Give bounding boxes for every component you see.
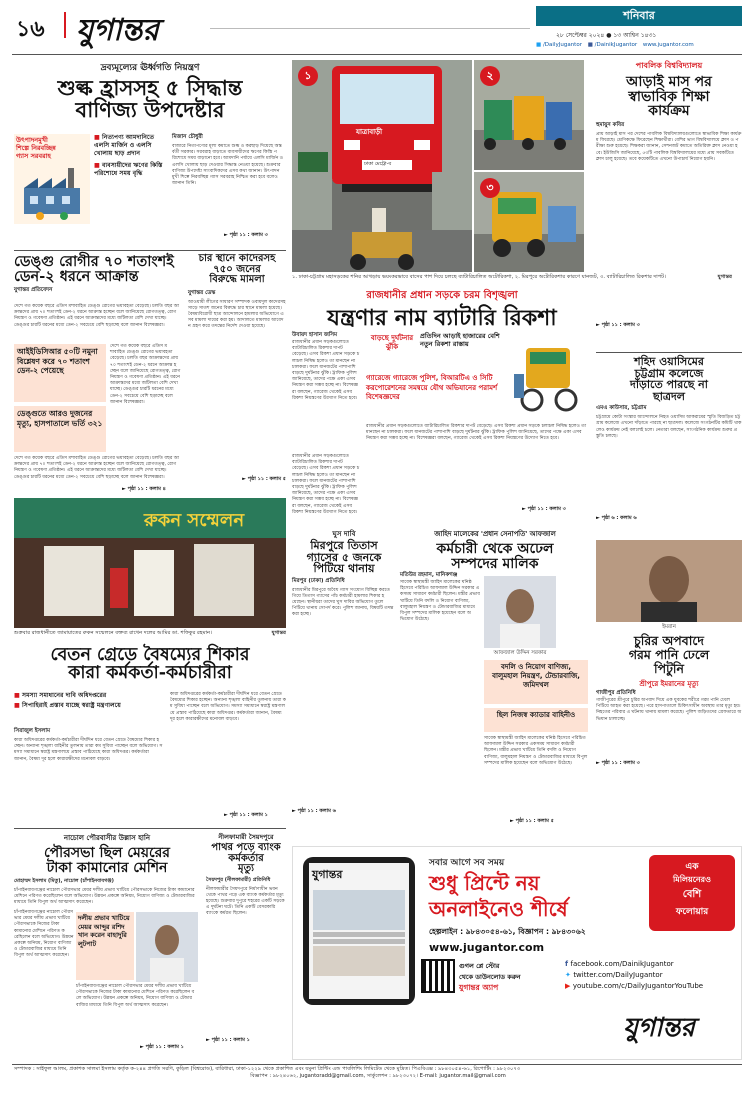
photo-2-rickshaws [474, 60, 584, 170]
masthead-rule [210, 28, 530, 29]
byline: যুগান্তর ডেস্ক [188, 289, 216, 296]
headline-line-1: মিরপুরে তিতাস [310, 539, 378, 552]
infobox-title: প্রতিদিন আড়াই হাজারের বেশি নতুন রিকশা রাস্তায় [420, 332, 500, 348]
kicker: ঘুস দাবি [332, 530, 356, 538]
byline: মতিউর রহমান, মানিকগঞ্জ [400, 572, 458, 578]
portrait-illustration [136, 912, 198, 982]
box-text: আইইডিসিআর ৫০টি নমুনা বিশ্লেষণ করে ৭০ শতাংশ ডেন-২ পেয়েছে [17, 347, 98, 375]
headline-line-1: চার স্থানে কাদেরসহ [198, 253, 276, 264]
body-text-col2: সাবেক স্বাস্থ্যমন্ত্রী জাহিদ মালেকের ঘনিষ্ঠ হিসেবে পরিচিত আফজাল উদ্দিন সরকার একসময় সাধারণ কর্মচারী ছিলেন। মন্ত্রীর প্রভাব খাটিয়ে তিনি বদলি ও নিয়োগ বাণিজ্য, বালুমহাল নিয়ন্ত্রণ ও টেন্ডারবাজির মাধ্যমে বিপুল সম্পদের মালিক হয়েছেন বলে অভিযোগ উঠেছে। [484, 736, 588, 766]
byline: মিজান চৌধুরী [172, 134, 203, 140]
byline: যুগান্তর প্রতিবেদন [14, 287, 53, 294]
body-text-col3: দেশে গত কয়েক বছরে এডিস মশাবাহিত ডেঙ্গু রোগের ভয়াবহতা বেড়েছে। চলতি বছর আক্রান্তদের প্রায় ৭০ শতাংশই ডেন-২ ধরনে আক্রান্ত হচ্ছেন বলে জানিয়েছে রোগতত্ত্ব, রোগনিয়ন্ত্রণ ও গবেষণা প্রতিষ্ঠান। এই ধরনে আক্রান্তদের মধ্যে জটিলতা বেশি দেখা যাচ্ছে। ডেঙ্গুর চারটি ধরনের মধ্যে ডেন-২ সবচেয়ে বেশি ছড়াচ্ছে বলে জানান বিশেষজ্ঞরা। [14, 456, 180, 480]
advertisement [292, 846, 742, 1060]
byline: সৈয়দপুর (নীলফামারী) প্রতিনিধি [206, 876, 271, 883]
graphic-label: উৎপাদনমুখী শিল্পে নিরবচ্ছিন্ন গ্যাস সরবরাহ [16, 136, 56, 160]
phone-screen-line [313, 932, 405, 937]
headline-line-2: গ্যাসের ৫ জনকে [306, 550, 382, 564]
headline: যন্ত্রণার নাম ব্যাটারি রিকশা [327, 305, 557, 331]
body-text: রাজধানীর প্রধান সড়কগুলোতে ব্যাটারিচালিত রিকশার দাপট বেড়েছে। এসব রিকশা প্রধান সড়কে চলাচল নিষিদ্ধ হলেও তা মানছেন না চালকরা। ফলে যানজটের পাশাপাশি বাড়ছে দুর্ঘটনার ঝুঁকি। ট্রাফিক পুলিশ জানিয়েছে, তাদের পক্ষে একা এসব নিয়ন্ত্রণ করা সম্ভব হচ্ছে না। বিশেষজ্ঞরা বলছেন, গ্যারেজ থেকেই এসব রিকশা নিয়ন্ত্রণের উদ্যোগ নিতে হবে। [292, 340, 360, 401]
photo-1-rickshaw-lower [292, 172, 472, 272]
body-text-col2: দেশে গত কয়েক বছরে এডিস মশাবাহিত ডেঙ্গু রোগের ভয়াবহতা বেড়েছে। চলতি বছর আক্রান্তদের প্রায় ৭০ শতাংশই ডেন-২ ধরনে আক্রান্ত হচ্ছেন বলে জানিয়েছে রোগতত্ত্ব, রোগনিয়ন্ত্রণ ও গবেষণা প্রতিষ্ঠান। এই ধরনে আক্রান্তদের মধ্যে জটিলতা বেশি দেখা যাচ্ছে। ডেঙ্গুর চারটি ধরনের মধ্যে ডেন-২ সবচেয়ে বেশি ছড়াচ্ছে বলে জানান বিশেষজ্ঞরা। [110, 344, 181, 405]
story-wasim [596, 356, 742, 536]
infobox-daily-new [420, 332, 506, 368]
story-jahid-malek [400, 528, 590, 844]
body-text-col2: কারা অধিদপ্তরের কর্মকর্তা-কর্মচারীরা দীর্ঘদিন ধরে বেতন গ্রেডে বৈষম্যের শিকার হচ্ছেন। অন্যান্য শৃঙ্খলা বাহিনীর তুলনায় তারা কম সুবিধা পাচ্ছেন বলে অভিযোগ। সমস্যা সমাধানে স্বরাষ্ট্র মন্ত্রণালয়ে প্রস্তাব পাঠিয়েছে কারা অধিদপ্তর। কর্মকর্তারা জানান, বৈষম্য দূর হলে কারারক্ষীদের মনোবল বাড়বে। [170, 692, 286, 722]
rally-caption: শুক্রবার রাজধানীতে জামায়াতের রুকন সম্মেলনে বক্তব্য রাখেন দলের আমির ডা. শফিকুর রহমান। যুগান্তর [14, 630, 286, 636]
app-download-text [459, 961, 559, 995]
footer-rule [12, 1064, 742, 1065]
body-text-col3: চাঁপাইনবাবগঞ্জের নাচোল পৌরসভার মেয়র দলীয় প্রভাব খাটিয়ে পৌরসভাকে নিজের টাকা কামানোর মেশিনে পরিণত করেছিলেন বলে অভিযোগ। উন্নয়ন প্রকল্পে অনিয়ম, নিয়োগ বাণিজ্য ও টেন্ডারবাজির মাধ্যমে তিনি বিপুল অর্থ আত্মসাৎ করেছেন। [76, 984, 195, 1008]
body-text: নীলফামারীর সৈয়দপুরে নির্মাণাধীন ভবন থেকে পাথর পড়ে এক ব্যাংক কর্মকর্তার মৃত্যু হয়েছে। শুক্রবার দুপুরে শহরের একটি সড়কে এ দুর্ঘটনা ঘটে। তিনি একটি বেসরকারি ব্যাংকে কর্মরত ছিলেন। [206, 886, 285, 917]
headline-line-3: পিটিয়ে থানায় [313, 562, 375, 576]
headline-line-1: আড়াই মাস পর [626, 74, 712, 90]
phone-screen [309, 863, 409, 999]
box-text: ডেঙ্গুতে আরও দুজনের মৃত্যু, হাসপাতালে ভর্তি ৩২১ [17, 409, 103, 428]
continued-ref: ► পৃষ্ঠা ১১ : কলাম ৩ [596, 322, 640, 329]
box-text: ছিল নিজস্ব ক্যাডার বাহিনীও [496, 711, 576, 719]
masthead-divider [64, 12, 66, 38]
body-text-col2: রাজধানীর প্রধান সড়কগুলোতে ব্যাটারিচালিত রিকশার দাপট বেড়েছে। এসব রিকশা প্রধান সড়কে চলাচল নিষিদ্ধ হলেও তা মানছেন না চালকরা। ফলে যানজটের পাশাপাশি বাড়ছে দুর্ঘটনার ঝুঁকি। ট্রাফিক পুলিশ জানিয়েছে, তাদের পক্ষে একা এসব নিয়ন্ত্রণ করা সম্ভব হচ্ছে না। বিশেষজ্ঞরা বলছেন, গ্যারেজ থেকেই এসব রিকশা নিয়ন্ত্রণের উদ্যোগ নিতে হবে। [366, 424, 587, 442]
body-text: আওয়ামী লীগের সাধারণ সম্পাদক ওবায়দুল কাদেরসহ সাড়ে সাতশ জনের বিরুদ্ধে চার স্থানে মামলা হয়েছে। বৈষম্যবিরোধী ছাত্র আন্দোলনে হামলার অভিযোগে এসব মামলা দায়ের করা হয়। আদালতে মামলার আবেদন গ্রহণ করে তদন্তের নির্দেশ দেওয়া হয়েছে। [188, 299, 286, 330]
portrait-photo [484, 576, 556, 648]
portrait-photo [596, 540, 742, 622]
photo-credit: যুগান্তর [271, 630, 286, 636]
continued-ref: ► পৃষ্ঠা ১১ : কলাম ১ [206, 1036, 250, 1043]
ad-logo: যুগান্তর [623, 1013, 695, 1043]
headline-line-1: শুল্ক হ্রাসসহ ৫ সিদ্ধান্ত [57, 75, 243, 100]
body-text-col2: চাঁপাইনবাবগঞ্জের নাচোল পৌরসভার মেয়র দলীয় প্রভাব খাটিয়ে পৌরসভাকে নিজের টাকা কামানোর মেশিনে পরিণত করেছিলেন বলে অভিযোগ। উন্নয়ন প্রকল্পে অনিয়ম, নিয়োগ বাণিজ্য ও টেন্ডারবাজির মাধ্যমে তিনি বিপুল অর্থ আত্মসাৎ করেছেন। [14, 910, 74, 959]
ad-badge [649, 855, 735, 931]
story-theft [596, 540, 742, 866]
byline: হুমায়ুন কবির [596, 122, 625, 129]
body-text: প্রায় আড়াই মাস পর দেশের পাবলিক বিশ্ববিদ্যালয়গুলোতে স্বাভাবিক শিক্ষা কার্যক্রম ফিরেছে। শ্রেণিকক্ষে ফিরেছেন শিক্ষার্থীরা। বেশির ভাগ বিশ্ববিদ্যালয়ে ক্লাস ও পরীক্ষা শুরু হয়েছে। শিক্ষকরা জানান, সেশনজট কমাতে অতিরিক্ত ক্লাস নেওয়া হবে। ইউজিসি জানিয়েছে, ৫৩টি পাবলিক বিশ্ববিদ্যালয়ের মধ্যে প্রায় সবকটিতে ক্লাস চালু হয়েছে। তবে কয়েকটিতে এখনো উপাচার্য নিয়োগ হয়নি। [596, 132, 742, 162]
qr-code-icon [421, 959, 455, 993]
social-handle-2: /DainikJugantor [594, 42, 638, 48]
headline-line-1: পৌরসভা ছিল মেয়রের [43, 845, 171, 861]
portrait-photo [136, 912, 198, 982]
byline: গাজীপুর প্রতিনিধি [596, 690, 636, 696]
continued-ref: ► পৃষ্ঠা ১১ : কলাম ৩ [522, 506, 566, 512]
weekday-banner [536, 6, 742, 26]
quote-box [76, 912, 134, 980]
photo-number: ২ [480, 66, 500, 86]
social-row-facebook[interactable]: f facebook.com/DainikJugantor [565, 960, 674, 968]
continued-ref: ► পৃষ্ঠা ১১ : কলাম ৩ [224, 232, 268, 238]
byline: সিরাজুল ইসলাম [14, 728, 51, 734]
kicker: পাবলিক বিশ্ববিদ্যালয় [635, 61, 703, 70]
body-text: গাজীপুরের শ্রীপুরে চুরির অপবাদ দিয়ে এক যুবকের শরীরে গরম পানি ঢেলে পিটিয়ে আহত করা হয়েছে। পরে হাসপাতালে চিকিৎসাধীন অবস্থায় তার মৃত্যু হয়। নিহতের পরিবার এ ঘটনায় থানায় মামলা করেছে। পুলিশ জড়িতদের গ্রেফতারে অভিযান চালাচ্ছে। [596, 698, 742, 722]
photo-3-battery-rickshaw [474, 172, 584, 272]
portrait-illustration [484, 576, 556, 648]
bullet-list [94, 134, 166, 178]
page-number: ১৬ [16, 16, 45, 42]
headline-line-2: কারা কর্মকর্তা-কর্মচারীরা [68, 663, 232, 684]
youtube-icon: ▶ [565, 982, 573, 990]
phone-mockup [303, 857, 415, 1005]
body-text: বাজারে নিত্যপণ্যের মূল্য কমাতে শুল্ক ও করছাড় দিয়েছে অন্তর্বর্তী সরকার। সরবরাহ বাড়াতে ব্যবসায়ীদের ঋণের কিস্তি পরিশোধে সময় বাড়ানো হবে। আমদানি পর্যায়ে এলসি মার্জিন ও এলসি খোলায় ছাড় দেওয়ার সিদ্ধান্ত নেওয়া হয়েছে। শুক্রবার বাণিজ্য উপদেষ্টা সাংবাদিকদের এসব কথা জানান। উৎপাদনমুখী শিল্পে নিরবচ্ছিন্ন গ্যাস সরবরাহ নিশ্চিত করা হবে বলেও জানান তিনি। [172, 144, 284, 187]
ad-headline-1: শুধু প্রিন্টে নয় [429, 871, 540, 895]
story-dengue [14, 254, 182, 496]
bullet-item: ■ নিত্যপণ্য আমদানিতে এলসি মার্জিন ও এলসি খোলায় ছাড় প্রদান [94, 134, 166, 158]
byline: এমএ কাউসার, চট্টগ্রাম [596, 405, 647, 412]
headline-line-1: কর্মচারী থেকে অঢেল [436, 541, 554, 557]
headline-line-2: টাকা কামানোর মেশিন [46, 859, 168, 876]
continued-ref: ► পৃষ্ঠা ১১ : কলাম ৩ [596, 760, 640, 766]
story-municipality [14, 832, 200, 1060]
jahid-box-1 [484, 660, 588, 704]
story-pay-grade [14, 646, 286, 824]
headline-line-3: মৃত্যু [238, 863, 254, 874]
rule [14, 828, 286, 829]
body-text: চট্টগ্রামে কোটা সংস্কার আন্দোলনে নিহত ওয়াসিম আকরামের স্মৃতি বিজড়িত চট্টগ্রাম কলেজে এখনো দাঁড়াতে পারছে না ছাত্রদল। কলেজে সংগঠনটির কমিটি থাকলেও কার্যক্রম নেই বললেই চলে। নেতারা বলছেন, সাংগঠনিক কার্যক্রম শুরুর প্রস্তুতি চলছে। [596, 415, 742, 439]
bullet-item: ■ সিপাহিরাই প্রস্তাব যাচ্ছে স্বরাষ্ট্র মন্ত্রণালয়ে [14, 702, 164, 710]
photo-credit: যুগান্তর [717, 274, 732, 280]
headline-line-3: পিটুনি [654, 661, 684, 676]
body-text: সাবেক স্বাস্থ্যমন্ত্রী জাহিদ মালেকের ঘনিষ্ঠ হিসেবে পরিচিত আফজাল উদ্দিন সরকার একসময় সাধারণ কর্মচারী ছিলেন। মন্ত্রীর প্রভাব খাটিয়ে তিনি বদলি ও নিয়োগ বাণিজ্য, বালুমহাল নিয়ন্ত্রণ ও টেন্ডারবাজির মাধ্যমে বিপুল সম্পদের মালিক হয়েছেন বলে অভিযোগ উঠেছে। [400, 580, 480, 623]
story-battery-rickshaw [292, 288, 592, 524]
phone-screen-line [313, 939, 405, 944]
byline: মোহাম্মদ ইসলাম (মিতু), নাচোল (চাঁপাইনবাবগঞ্জ) [14, 878, 114, 885]
headline-line-2: স্বাভাবিক শিক্ষা [628, 88, 710, 105]
bus-plate: ঢাকা মেট্রো-ব [364, 161, 392, 167]
twitter-icon: ■ [536, 42, 542, 48]
story-commerce [14, 60, 286, 246]
story-bank-officer-content [206, 832, 286, 1060]
weekday: শনিবার [623, 9, 655, 22]
continued-ref: ► পৃষ্ঠা ৬ : কলাম ৬ [596, 515, 637, 522]
continued-ref: ► পৃষ্ঠা ১১ : কলাম ১ [140, 1044, 184, 1050]
badge-line: এক [685, 862, 699, 872]
infobox-joint-drive [366, 374, 506, 420]
rule [596, 352, 742, 353]
badge-line: বেশি [682, 889, 702, 900]
badge-line: ফলোয়ার [675, 907, 709, 917]
portrait-caption: ইমরান [662, 624, 676, 630]
social-handle-1: /DailyJugantor [542, 42, 582, 48]
phone-logo: যুগান্তর [312, 868, 343, 881]
rally-photo [14, 498, 286, 628]
continued-ref: ► পৃষ্ঠা ১১ : কলাম ৪ [122, 486, 166, 492]
headline-line-1: ডেঙ্গু রোগীর ৭০ শতাংশই [14, 253, 174, 270]
byline: মিরপুর (ঢাকা) প্রতিনিধি [292, 577, 345, 584]
dengue-box-2 [14, 406, 106, 452]
headline-line-1: শহিদ ওয়াসিমের [634, 355, 704, 368]
headline-line-4: ছাত্রদল [653, 389, 685, 403]
continued-ref: ► পৃষ্ঠা ১১ : কলাম ১ [224, 812, 268, 818]
headline-line-2: বাণিজ্য উপদেষ্টার [75, 97, 225, 123]
app-text-line: থেকে ডাউনলোড করুন [459, 973, 521, 981]
story-public-university [596, 60, 742, 348]
quote-text: দলীয় প্রভাব খাটিয়ে মেয়র আব্দুর রশিদ খান করেন বাহাদুরি লুটপাট [78, 914, 130, 948]
portrait-caption: আফজাল উদ্দিন সরকার [493, 650, 547, 656]
ad-phones: হেল্পলাইন : ৯৮৪৩০৫৪-৬১, বিজ্ঞাপন : ৯৮৪৩০৬২ [429, 927, 586, 936]
ad-headline-2: অনলাইনেও শীর্ষে [429, 897, 568, 921]
rally-banner-text: রুকন সম্মেলন [144, 510, 245, 531]
headline-line-2: কর্মকর্তার [228, 852, 264, 864]
infobox-accident-risk [366, 334, 418, 370]
headline-line-2: চট্টগ্রাম কলেজে [634, 366, 704, 380]
badge-line: মিলিয়নেরও [673, 875, 711, 884]
headline-line-1: পাথর পড়ে ব্যাংক [211, 842, 281, 853]
body-text: কারা অধিদপ্তরের কর্মকর্তা-কর্মচারীরা দীর্ঘদিন ধরে বেতন গ্রেডে বৈষম্যের শিকার হচ্ছেন। অন্যান্য শৃঙ্খলা বাহিনীর তুলনায় তারা কম সুবিধা পাচ্ছেন বলে অভিযোগ। সমস্যা সমাধানে স্বরাষ্ট্র মন্ত্রণালয়ে প্রস্তাব পাঠিয়েছে কারা অধিদপ্তর। কর্মকর্তারা জানান, বৈষম্য দূর হলে কারারক্ষীদের মনোবল বাড়বে। [14, 738, 163, 762]
rickshaw-icon [510, 334, 586, 420]
masthead [0, 0, 751, 56]
continued-ref: ► পৃষ্ঠা ১১ : কলাম ৫ [510, 818, 554, 824]
bullet-list [14, 692, 164, 710]
masthead-logo: যুগান্তর [76, 13, 159, 48]
body-text: চাঁপাইনবাবগঞ্জের নাচোল পৌরসভার মেয়র দলীয় প্রভাব খাটিয়ে পৌরসভাকে নিজের টাকা কামানোর মেশিনে পরিণত করেছিলেন বলে অভিযোগ। উন্নয়ন প্রকল্পে অনিয়ম, নিয়োগ বাণিজ্য ও টেন্ডারবাজির মাধ্যমে তিনি বিপুল অর্থ আত্মসাৎ করেছেন। [14, 888, 195, 906]
subhead: শ্রীপুরে ইমরানের মৃত্যু [639, 680, 699, 688]
headline-line-2: ডেন-২ ধরনে আক্রান্ত [14, 268, 139, 286]
bullet-item: ■ ব্যবসায়ীদের ঋণের কিস্তি পরিশোধে সময় বৃদ্ধি [94, 162, 166, 178]
kicker: দ্রব্যমূল্যের ঊর্ধ্বগতি নিয়ন্ত্রণ [100, 63, 200, 73]
rickshaw-puller-illustration [292, 172, 472, 272]
phone-screen-image [313, 946, 405, 976]
portrait-illustration [596, 540, 742, 622]
story-titas [292, 528, 396, 844]
ad-top-line: সবার আগে সব সময় [429, 858, 505, 868]
headline-line-3: কার্যক্রম [648, 103, 690, 120]
body-text: দেশে গত কয়েক বছরে এডিস মশাবাহিত ডেঙ্গু রোগের ভয়াবহতা বেড়েছে। চলতি বছর আক্রান্তদের প্রায় ৭০ শতাংশই ডেন-২ ধরনে আক্রান্ত হচ্ছেন বলে জানিয়েছে রোগতত্ত্ব, রোগনিয়ন্ত্রণ ও গবেষণা প্রতিষ্ঠান। এই ধরনে আক্রান্তদের মধ্যে জটিলতা বেশি দেখা যাচ্ছে। ডেঙ্গুর চারটি ধরনের মধ্যে ডেন-২ সবচেয়ে বেশি ছড়াচ্ছে বলে জানান বিশেষজ্ঞরা। [14, 304, 180, 328]
app-text-line: যুগান্তর অ্যাপ [459, 983, 499, 992]
footer-line-2: বিজ্ঞাপন : ৯৮২৪০৬২, jugantoradd@gmail.com, সার্কুলেশন : ৯৮২৩০৭২। E-mail: jugantor.mail@gmail.com [250, 1073, 506, 1079]
kicker: নীলফামারী সৈয়দপুরে [218, 833, 274, 841]
phone-screen-image [313, 890, 405, 930]
social-row-twitter[interactable]: ✦ twitter.com/DailyJugantor [565, 971, 663, 979]
continued-ref: ► পৃষ্ঠা ১১ : কলাম ৬ [292, 807, 336, 814]
app-text-line: গুগল প্লে স্টোর [459, 962, 500, 970]
footer [14, 1066, 742, 1080]
twitter-icon: ✦ [565, 971, 574, 979]
facebook-icon: f [565, 960, 571, 968]
jahid-box-2 [484, 708, 588, 732]
body-text-col3: রাজধানীর প্রধান সড়কগুলোতে ব্যাটারিচালিত রিকশার দাপট বেড়েছে। এসব রিকশা প্রধান সড়কে চলাচল নিষিদ্ধ হলেও তা মানছেন না চালকরা। ফলে যানজটের পাশাপাশি বাড়ছে দুর্ঘটনার ঝুঁকি। ট্রাফিক পুলিশ জানিয়েছে, তাদের পক্ষে একা এসব নিয়ন্ত্রণ করা সম্ভব হচ্ছে না। বিশেষজ্ঞরা বলছেন, গ্যারেজ থেকেই এসব রিকশা নিয়ন্ত্রণের উদ্যোগ নিতে হবে। [292, 454, 360, 515]
footer-line-1: সম্পাদক : সাইফুল আলম, প্রকাশক সালমা ইসলাম কর্তৃক ক-২৪৪ প্রগতি সরণি, কুড়িল (বিশ্বরোড), বারিধারা, ঢাকা-১২২৯ থেকে প্রকাশিত এবং যমুনা প্রিন্টিং এন্ড পাবলিশিং লিমিটেড থেকে মুদ্রিত। পিএবিএক্স : ৯৮৪৩০৫৪-৬১, রিপোর্টিং : ৯৮২৩০৭৩ [14, 1066, 521, 1072]
photo-caption: ১. ঢাকা-চট্টগ্রাম মহাসড়কের শনির আখড়ায় ভয়ংকরভাবে বাসের পাশ দিয়ে চলছে ব্যাটারিচালিত অটোরিকশা, ২. মিরপুরে অটোরিকশার কারণে যানজট, ৩. ব্যাটারিচালিত রিকশার দাপট। যুগান্তর [292, 274, 732, 280]
body-text: রাজধানীর মিরপুরে অবৈধ গ্যাস সংযোগ বিচ্ছিন্ন করতে গিয়ে তিতাস গ্যাসের পাঁচ কর্মচারী হামলার শিকার হয়েছেন। স্থানীয়রা তাদের ঘুস দাবির অভিযোগ তুলে পিটিয়ে থানায় সোপর্দ করে। পুলিশ জানায়, বিষয়টি তদন্ত করা হচ্ছে। [292, 587, 394, 618]
headline-line-2: ৭৫০ জনের [213, 263, 261, 275]
ad-website[interactable]: www.jugantor.com [429, 941, 545, 954]
dengue-box-1 [14, 344, 106, 402]
photo-number: ৩ [480, 178, 500, 198]
factory-icon [20, 164, 84, 220]
headline-line-3: দাঁড়াতে পারছে না [630, 378, 708, 392]
rule [14, 250, 286, 251]
kicker: রাজধানীর প্রধান সড়কে চরম বিশৃঙ্খলা [366, 290, 518, 301]
infobox-title: বাড়ছে দুর্ঘটনার ঝুঁকি [370, 334, 414, 351]
headline-line-1: চুরির অপবাদে [634, 633, 704, 648]
continued-ref: ► পৃষ্ঠা ১১ : কলাম ৫ [242, 475, 286, 482]
social-line [536, 42, 694, 48]
website-link[interactable]: www.jugantor.com [642, 42, 694, 48]
kicker: নাচোল পৌরবাসীর উল্লাস হানি [63, 834, 151, 842]
facebook-icon: ■ [587, 42, 593, 48]
commerce-graphic [14, 134, 90, 224]
headline-line-2: সম্পদের মালিক [451, 555, 539, 572]
byline: উবায়দ হাসান জসিম [292, 332, 338, 338]
bullet-item: ■ সমস্যা সমাধানের দাবি অধিদপ্তরের [14, 692, 164, 700]
story-kader [188, 254, 286, 496]
headline-line-1: বেতন গ্রেডে বৈষম্যের শিকার [50, 645, 250, 665]
kicker: জাহিদ মালেকের 'প্রধান সেনাপতি' আফজাল [434, 530, 556, 538]
date-line: ২৮ সেপ্টেম্বর ২০২৪ ● ১৩ আশ্বিন ১৪৩১ [556, 32, 657, 39]
bus-route: যাত্রাবাড়ী [356, 128, 383, 136]
social-row-youtube[interactable]: ▶ youtube.com/c/DailyJugantorYouTube [565, 982, 704, 990]
masthead-bottom-rule [12, 54, 742, 55]
box-text: বদলি ও নিয়োগ বাণিজ্য, বালুমহাল নিয়ন্ত্রণ, টেন্ডারবাজি, জমিদখল [492, 663, 580, 689]
headline-line-3: বিরুদ্ধে মামলা [209, 274, 265, 285]
ad-social-list [565, 959, 741, 992]
photo-number: ১ [298, 66, 318, 86]
headline-line-2: গরম পানি ঢেলে [628, 647, 710, 662]
infobox-text: গ্যারেজে গ্যারেজে পুলিশ, বিআরটিএ ও সিটি করপোরেশনের সমন্বয়ে যৌথ অভিযানের পরামর্শ বিশেষজ্ঞদের [366, 374, 498, 401]
